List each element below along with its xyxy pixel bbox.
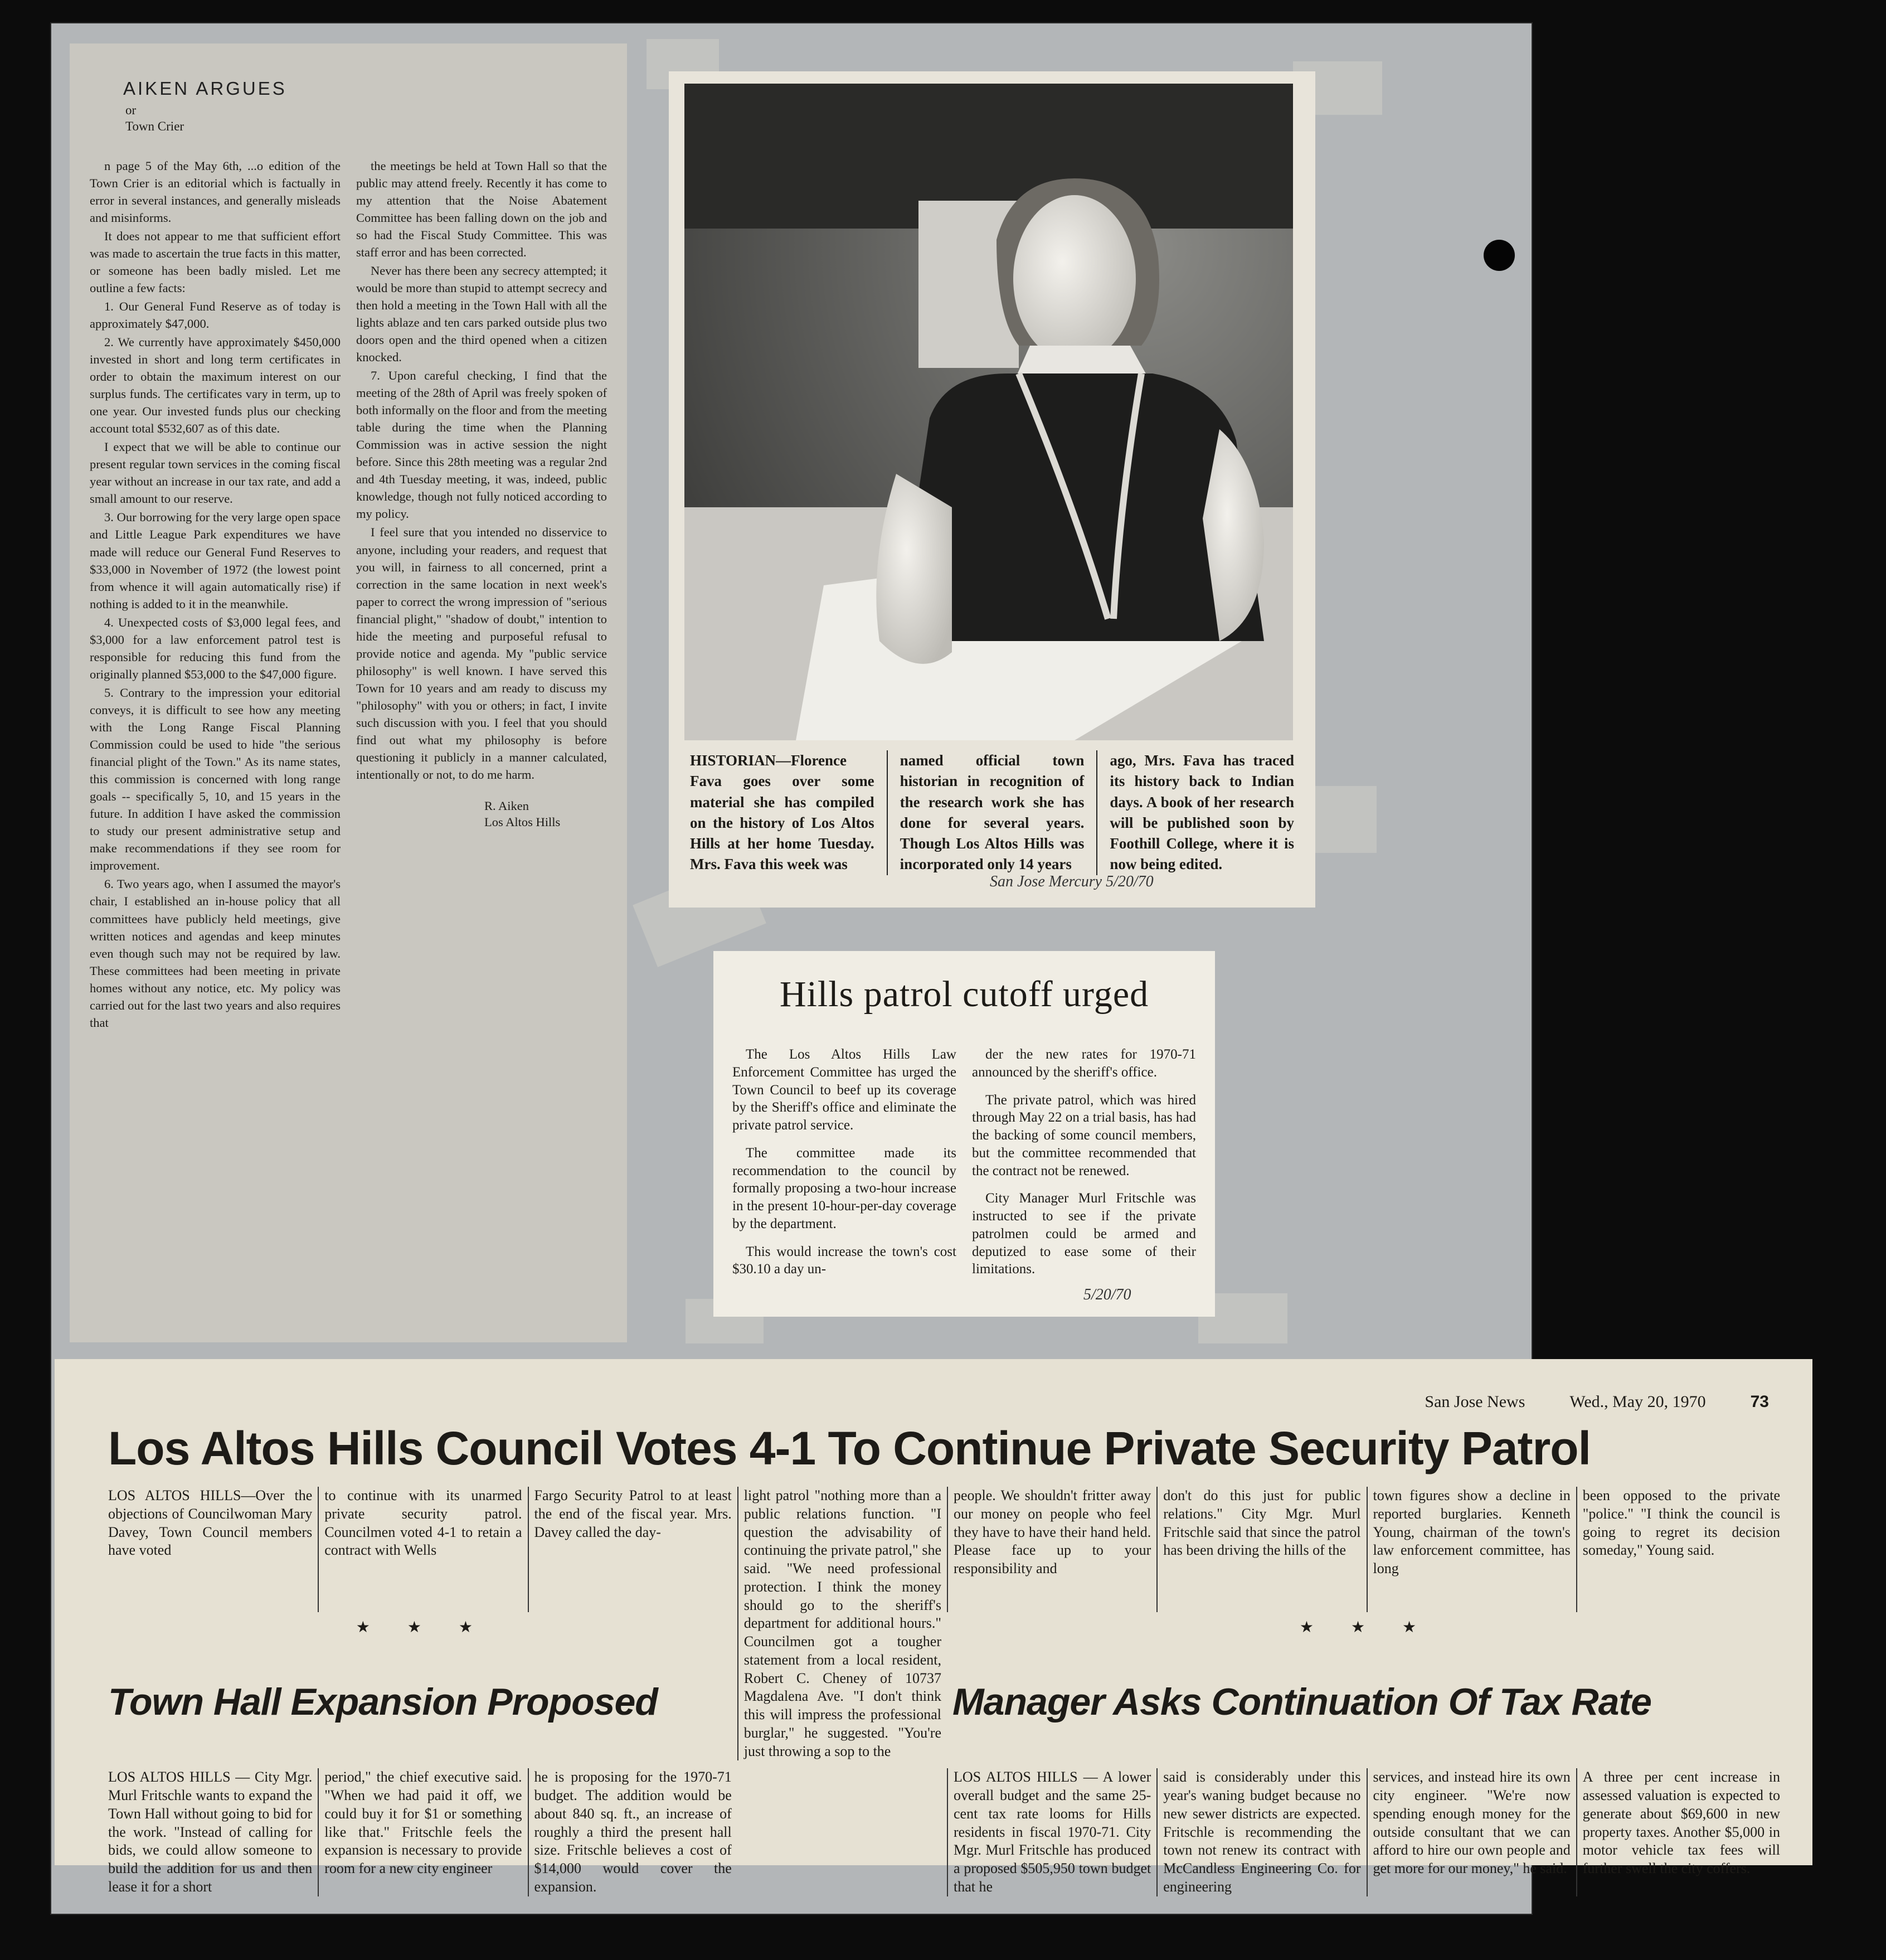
caption-column: named official town historian in recognition of the research work she has done for several years. Though Los Altos Hills was incorporated only 14 years — [887, 750, 1097, 875]
photo-illustration — [684, 84, 1293, 740]
handwritten-source-note: San Jose Mercury 5/20/70 — [990, 872, 1154, 890]
page-number: 73 — [1750, 1393, 1769, 1411]
story-column: LOS ALTOS HILLS — A lower overall budget and the same 25-cent tax rate looms for Hills residents in fiscal 1970-71. City Mgr. Murl Fritschle has produced a proposed $505,950 town budget that he — [947, 1768, 1156, 1896]
patrol-clipping — [713, 951, 1215, 1317]
letter-paragraph: I feel sure that you intended no disservice to anyone, including your readers, and request that you will, in fairness to all concerned, print a correction in the same location in next week's paper to correct the wrong impression of "serious financial plight," "shadow of doubt," intention to hide the meeting and purposeful refusal to provide notice and agenda. My "public service philosophy" is well known. I have served this Town for 10 years and am ready to discuss my "philosophy" with you or others; in fact, I invite such discussion with you. I feel that you should find out what my philosophy is before questioning it publicly in a manner calculated, intentionally or not, to do me harm. — [356, 525, 607, 782]
binder-hole — [1484, 240, 1515, 271]
letter-paragraph: 4. Unexpected costs of $3,000 legal fees, and $3,000 for a law enforcement patrol test is responsible for reducing this fund from the originally planned $53,000 to the $47,000 figure. — [90, 615, 341, 681]
letter-paragraph: the meetings be held at Town Hall so that the public may attend freely. Recently it has come to my attention that the Noise Abatement Committee has been falling down on the job and so had the Fiscal Study Committee. This was staff error and has been corrected. — [356, 158, 607, 259]
story-column: LOS ALTOS HILLS—Over the objections of Councilwoman Mary Davey, Town Council members have voted — [108, 1487, 313, 1559]
letter-paragraph: 5. Contrary to the impression your editorial conveys, it is difficult to see how any meeting with the Long Range Fiscal Planning Commission could be used to hide "the serious financial plight of the Town." As its name states, this commission is concerned with long range goals -- specifically 5, 10, and 15 years in the future. In addition I have asked the commission to study our present administrative setup and make recommendations if they see room for improvement. — [90, 685, 341, 873]
story-column: A three per cent increase in assessed valuation is expected to generate about $69,600 in new property taxes. Another $5,000 in motor vehicle tax fees will further swell the city coffers. — [1576, 1768, 1786, 1896]
story-column: said is considerably under this year's waning budget because no new sewer districts are expected. Fritschle is recommending the town not renew its contract with McCandless Engineering Co. for engineering — [1156, 1768, 1366, 1896]
caption-column: ago, Mrs. Fava has traced its history back to Indian days. A book of her research will be published soon by Foothill College, where it is now being edited. — [1096, 750, 1306, 875]
salutation-line: or — [125, 103, 137, 117]
story-column: people. We shouldn't fritter away our money on people who feel they have to have their hand held. Please face up to your responsibility and — [947, 1487, 1156, 1612]
caption-column: HISTORIAN—Florence Fava goes over some material she has compiled on the history of Los Altos Hills at her home Tuesday. Mrs. Fava this week was — [690, 752, 874, 873]
patrol-column-2 — [972, 1046, 1196, 1288]
patrol-headline: Hills patrol cutoff urged — [779, 974, 1149, 1015]
historian-photo — [684, 84, 1293, 740]
patrol-columns — [732, 1046, 1196, 1288]
letter-columns — [90, 157, 607, 1032]
stars-divider: ★ ★ ★ — [1299, 1619, 1433, 1637]
patrol-paragraph: The committee made its recommendation to the council by formally proposing a two-hour increase in the present 10-hour-per-day coverage by the department. — [732, 1145, 956, 1231]
patrol-paragraph: The Los Altos Hills Law Enforcement Committee has urged the Town Council to beef up its coverage by the Sheriff's office and eliminate the private patrol service. — [732, 1047, 956, 1133]
letter-column-2 — [356, 157, 607, 1032]
letter-column-1 — [90, 157, 341, 1032]
story-column: period," the chief executive said. "When we had paid it off, we could buy it for $1 or something like that." Fritschle feels the expansion is necessary to provide room for a new city engineer — [318, 1768, 527, 1896]
bottom-story-columns — [108, 1768, 1786, 1896]
sub-headline-left: Town Hall Expansion Proposed — [108, 1681, 658, 1724]
letter-paragraph: 3. Our borrowing for the very large open space and Little League Park expenditures we have made will reduce our General Fund Reserves to $33,000 in November of 1972 (the lowest point from whence it will again automatically rise) if nothing is added to it in the meanwhile. — [90, 510, 341, 611]
story-column: been opposed to the private "police." "I think the council is going to regret its decision someday," Young said. — [1576, 1487, 1786, 1612]
letter-salutation — [125, 103, 607, 135]
story-column: town figures show a decline in reported burglaries. Kenneth Young, chairman of the town's law enforcement committee, has long — [1367, 1487, 1576, 1612]
photo-clipping — [669, 71, 1315, 908]
story-column: he is proposing for the 1970-71 budget. The addition would be about 840 sq. ft., an increase of roughly a third the present hall size. Fritschle believes a cost of $14,000 would cover the expansion. — [528, 1768, 737, 1896]
patrol-paragraph: City Manager Murl Fritschle was instructed to see if the private patrolmen could be armed and deputized to ease some of their limitations. — [972, 1191, 1196, 1277]
letter-signature — [484, 798, 607, 831]
patrol-paragraph: The private patrol, which was hired through May 22 on a trial basis, has had the backing of some council members, but the committee recommended that the contract not be renewed. — [972, 1092, 1196, 1178]
paper-name: San Jose News — [1425, 1393, 1525, 1411]
letter-paragraph: n page 5 of the May 6th, ...o edition of the Town Crier is an editorial which is factually in error in several instances, and generally misleads and misinforms. — [90, 158, 341, 225]
photo-caption — [678, 750, 1306, 875]
story-column: don't do this just for public relations." City Mgr. Murl Fritschle said that since the patrol has been driving the hills of the — [1156, 1487, 1366, 1612]
letter-paragraph: 1. Our General Fund Reserve as of today is approximately $47,000. — [90, 299, 341, 331]
story-column — [737, 1768, 947, 1896]
paper-date: Wed., May 20, 1970 — [1569, 1393, 1706, 1411]
story-column: services, and instead hire its own city engineer. "We're now spending enough money for the outside consultant that we can afford to hire our own people and get more for our money," he said. — [1367, 1768, 1576, 1896]
letter-paragraph: Never has there been any secrecy attempted; it would be more than stupid to attempt secrecy and then hold a meeting in the Town Hall with all the lights ablaze and ten cars parked outside plus two doors open and the third opened when a citizen knocked. — [356, 263, 607, 365]
main-headline: Los Altos Hills Council Votes 4-1 To Continue Private Security Patrol — [108, 1422, 1591, 1474]
letter-paragraph: 2. We currently have approximately $450,000 invested in short and long term certificates in order to obtain the maximum interest on our surplus funds. The certificates vary in term, up to one year. Our invested funds plus our checking account total $532,607 as of this date. — [90, 334, 341, 436]
signature-place: Los Altos Hills — [484, 815, 561, 829]
signature-name: R. Aiken — [484, 799, 529, 813]
patrol-column-1 — [732, 1046, 956, 1288]
patrol-paragraph: This would increase the town's cost $30.10 a day un- — [732, 1244, 956, 1277]
letter-paragraph: I expect that we will be able to continue our present regular town services in the coming fiscal year without an increase in our tax rate, and add a small amount to our reserve. — [90, 440, 341, 506]
masthead — [108, 1393, 1786, 1411]
stars-divider: ★ ★ ★ — [356, 1619, 490, 1637]
story-column: LOS ALTOS HILLS — City Mgr. Murl Fritschle wants to expand the Town Hall without going to bid for the work. "Instead of calling for bids, we could allow someone to build the addition for us and then lease it for a short — [108, 1769, 313, 1895]
sub-headline-right: Manager Asks Continuation Of Tax Rate — [952, 1681, 1651, 1724]
story-column: light patrol "nothing more than a public relations function. "I question the advisability of continuing the private patrol," she said. "We need professional protection. I think the money should go to the sheriff's department for additional hours." Councilmen got a tougher statement from a local resident, Robert C. Cheney of 10737 Magdalena Ave. "I don't think this will impress the professional burglar," he suggested. "You're just throwing a sop to the — [737, 1487, 947, 1760]
story-column: Fargo Security Patrol to at least the end of the fiscal year. Mrs. Davey called the day- — [528, 1487, 737, 1612]
letter-paragraph: It does not appear to me that sufficient effort was made to ascertain the true facts in this matter, or someone has been badly misled. Let me outline a few facts: — [90, 229, 341, 295]
handwritten-date-note: 5/20/70 — [1083, 1286, 1131, 1303]
letter-paragraph: 7. Upon careful checking, I find that the meeting of the 28th of April was freely spoken of both informally on the floor and from the meeting table during the time when the Planning Commission was in active session the night before. Since this 28th meeting was a regular 2nd and 4th Tuesday meeting, it was, indeed, public knowledge, though not fully noticed according to my policy. — [356, 368, 607, 521]
patrol-paragraph: der the new rates for 1970-71 announced by the sheriff's office. — [972, 1047, 1196, 1080]
salutation-line: Town Crier — [125, 119, 184, 133]
letter-clipping — [70, 43, 627, 1342]
letter-paragraph: 6. Two years ago, when I assumed the mayor's chair, I established an in-house policy that all committees have publicly held meetings, give written notices and agendas and keep minutes even though such may not be required by law. These committees had been meeting in private homes without any notice, etc. My policy was carried out for the last two years and also requires that — [90, 877, 341, 1030]
letter-heading: AIKEN ARGUES — [123, 78, 287, 99]
story-column: to continue with its unarmed private security patrol. Councilmen voted 4-1 to retain a contract with Wells — [318, 1487, 527, 1612]
top-story-columns — [108, 1487, 1786, 1760]
newspaper-clipping — [55, 1359, 1812, 1895]
